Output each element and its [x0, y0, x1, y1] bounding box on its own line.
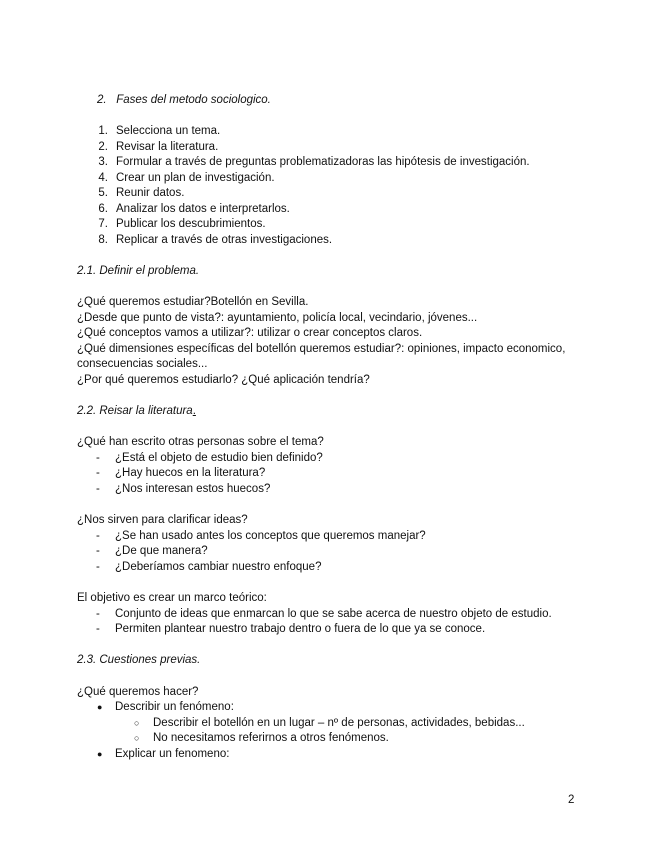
list-item: - ¿Deberíamos cambiar nuestro enfoque?	[96, 561, 322, 573]
paragraph-line: consecuencias sociales...	[77, 358, 208, 370]
list-item: 2. Revisar la literatura.	[98, 141, 219, 153]
list-item: - ¿Hay huecos en la literatura?	[96, 467, 266, 479]
list-item: - ¿Se han usado antes los conceptos que queremos manejar?	[96, 530, 426, 542]
list-item: 8. Replicar a través de otras investigaciones.	[98, 234, 333, 246]
paragraph-line: ¿Por qué queremos estudiarlo? ¿Qué aplicación tendría?	[77, 374, 370, 386]
list-item: 1. Selecciona un tema.	[98, 125, 221, 137]
list-item: 4. Crear un plan de investigación.	[98, 172, 275, 184]
heading-2-2: 2.2. Reisar la literatura.	[77, 405, 196, 417]
question-line: ¿Qué queremos hacer?	[77, 686, 199, 698]
question-line: ¿Nos sirven para clarificar ideas?	[77, 514, 248, 526]
list-item: 5. Reunir datos.	[98, 187, 185, 199]
heading-2-1: 2.1. Definir el problema.	[77, 265, 200, 277]
list-item: ● Describir un fenómeno:	[97, 701, 234, 713]
page-number: 2	[568, 794, 575, 806]
section-title-text: Fases del metodo sociologico.	[116, 94, 271, 106]
paragraph-line: ¿Qué dimensiones específicas del botellón queremos estudiar?: opiniones, impacto economico,	[77, 343, 566, 355]
list-item: 7. Publicar los descubrimientos.	[98, 218, 266, 230]
list-item: ● Explicar un fenomeno:	[97, 748, 230, 760]
paragraph-line: ¿Desde que punto de vista?: ayuntamiento, policía local, vecindario, jóvenes...	[77, 312, 478, 324]
list-item: ○ Describir el botellón en un lugar – nº de personas, actividades, bebidas...	[134, 717, 525, 729]
list-item: 6. Analizar los datos e interpretarlos.	[98, 203, 290, 215]
list-item: ○ No necesitamos referirnos a otros fenómenos.	[134, 732, 389, 744]
section-number: 2.	[97, 94, 107, 106]
question-line: El objetivo es crear un marco teórico:	[77, 592, 267, 604]
list-item: 3. Formular a través de preguntas problematizadoras las hipótesis de investigación.	[98, 156, 530, 168]
list-item: - ¿Está el objeto de estudio bien definido?	[96, 452, 323, 464]
heading-2-3: 2.3. Cuestiones previas.	[77, 654, 201, 666]
list-item: - ¿Nos interesan estos huecos?	[96, 483, 271, 495]
section-title	[97, 93, 271, 107]
list-item: - ¿De que manera?	[96, 545, 208, 557]
paragraph-line: ¿Qué queremos estudiar?Botellón en Sevilla.	[77, 296, 309, 308]
list-item: - Conjunto de ideas que enmarcan lo que se sabe acerca de nuestro objeto de estudio.	[96, 608, 552, 620]
question-line: ¿Qué han escrito otras personas sobre el tema?	[77, 436, 324, 448]
list-item: - Permiten plantear nuestro trabajo dentro o fuera de lo que ya se conoce.	[96, 623, 486, 635]
paragraph-line: ¿Qué conceptos vamos a utilizar?: utilizar o crear conceptos claros.	[77, 327, 423, 339]
